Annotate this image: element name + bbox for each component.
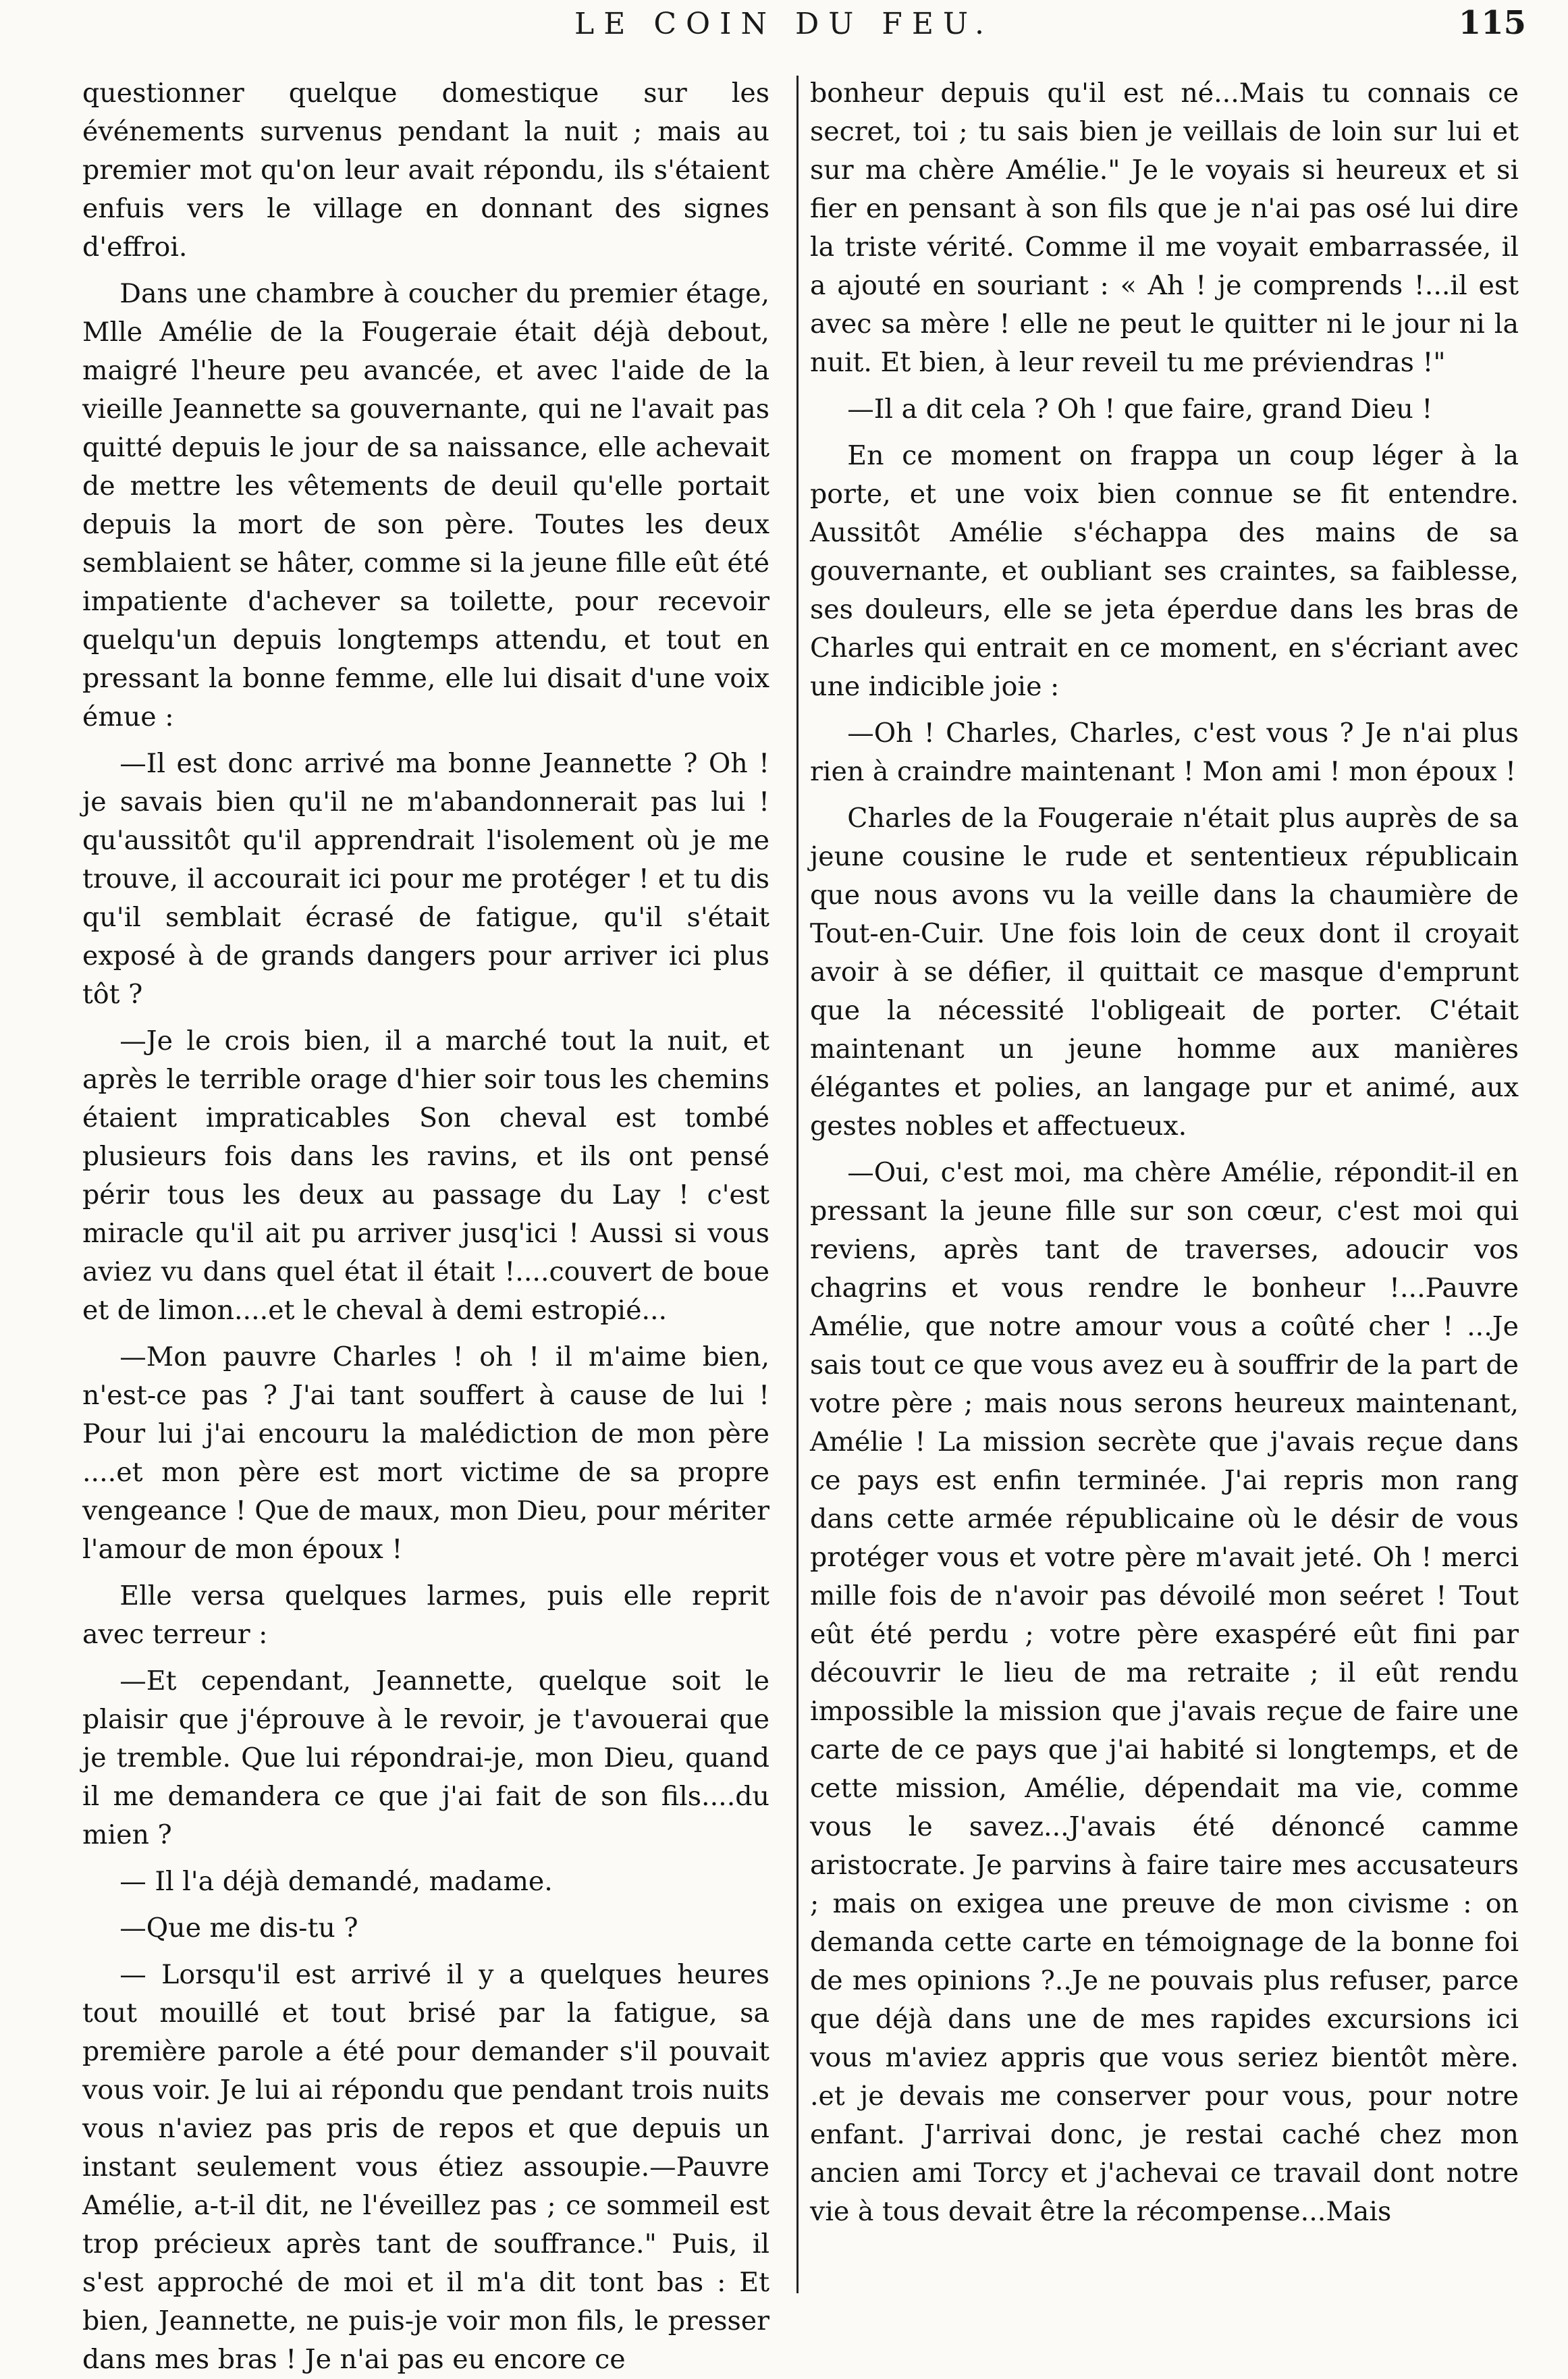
paragraph: —Je le crois bien, il a marché tout la nuit, et après le terrible orage d'hier soir tous les chemins étaient impraticables Son cheval est tombé plusieurs fois dans les ravins, et ils ont pensé périr tous les deux au passage du Lay ! c'est miracle qu'il ait pu arriver jusq'ici ! Aussi si vous aviez vu dans quel état il était !....couvert de boue et de limon....et le cheval à demi estropié...: [82, 1025, 769, 1326]
left-text-column: [82, 74, 769, 2375]
paragraph: — Lorsqu'il est arrivé il y a quelques heures tout mouillé et tout brisé par la fatigue, sa première parole a été pour demander s'il pouvait vous voir. Je lui ai répondu que pendant trois nuits vous n'aviez pas pris de repos et que depuis un instant seulement vous étiez assoupie.—Pauvre Amélie, a-t-il dit, ne l'éveillez pas ; ce sommeil est trop précieux après tant de souffrance." Puis, il s'est approché de moi et il m'a dit tont bas : Et bien, Jeannette, ne puis-je voir mon fils, le presser dans mes bras ! Je n'ai pas eu encore ce: [82, 1959, 769, 2375]
page-header: [0, 4, 1568, 51]
paragraph: Charles de la Fougeraie n'était plus auprès de sa jeune cousine le rude et sententieux républicain que nous avons vu la veille dans la chaumière de Tout-en-Cuir. Une fois loin de ceux dont il croyait avoir à se défier, il quittait ce masque d'emprunt que la nécessité l'obligeait de porter. C'était maintenant un jeune homme aux manières élégantes et polies, an langage pur et animé, aux gestes nobles et affectueux.: [810, 803, 1519, 1142]
paragraph: —Oui, c'est moi, ma chère Amélie, répondit-il en pressant la jeune fille sur son cœur, c'est moi qui reviens, après tant de traverses, adoucir vos chagrins et vous rendre le bonheur !...Pauvre Amélie, que notre amour vous a coûté cher ! ...Je sais tout ce que vous avez eu à souffrir de la part de votre père ; mais nous serons heureux maintenant, Amélie ! La mission secrète que j'avais reçue dans ce pays est enfin terminée. J'ai repris mon rang dans cette armée républicaine où le désir de vous protéger vous et votre père m'avait jeté. Oh ! merci mille fois de n'avoir pas dévoilé mon seéret ! Tout eût été perdu ; votre père exaspéré eût fini par découvrir le lieu de ma retraite ; il eût rendu impossible la mission que j'avais reçue de faire une carte de ce pays que j'ai habité si longtemps, et de cette mission, Amélie, dépendait ma vie, comme vous le savez...J'avais été dénoncé camme aristocrate. Je parvins à faire taire mes accusateurs ; mais on exigea une preuve de mon civisme : on demanda cette carte en témoignage de la bonne foi de mes opinions ?..Je ne pouvais plus refuser, parce que déjà dans une de mes rapides excursions ici vous m'aviez appris que vous seriez bientôt mère. .et je devais me conserver pour vous, pour notre enfant. J'arrivai donc, je restai caché chez mon ancien ami Torcy et j'achevai ce travail dont notre vie à tous devait être la récompense...Mais: [810, 1157, 1519, 2227]
paragraph: bonheur depuis qu'il est né...Mais tu connais ce secret, toi ; tu sais bien je veillais de loin sur lui et sur ma chère Amélie." Je le voyais si heureux et si fier en pensant à son fils que je n'ai pas osé lui dire la triste vérité. Comme il me voyait embarrassée, il a ajouté en souriant : « Ah ! je comprends !...il est avec sa mère ! elle ne peut le quitter ni le jour ni la nuit. Et bien, à leur reveil tu me préviendras !": [810, 78, 1519, 378]
paragraph: —Il a dit cela ? Oh ! que faire, grand Dieu !: [847, 394, 1433, 425]
page-number: 115: [1458, 4, 1526, 42]
paragraph: —Mon pauvre Charles ! oh ! il m'aime bien, n'est-ce pas ? J'ai tant souffert à cause de lui ! Pour lui j'ai encouru la malédiction de mon père ....et mon père est mort victime de sa propre vengeance ! Que de maux, mon Dieu, pour mériter l'amour de mon époux !: [82, 1341, 769, 1565]
right-text-column: [810, 74, 1519, 2302]
paragraph: —Oh ! Charles, Charles, c'est vous ? Je n'ai plus rien à craindre maintenant ! Mon ami ! mon époux !: [810, 718, 1519, 787]
paragraph: questionner quelque domestique sur les événements survenus pendant la nuit ; mais au premier mot qu'on leur avait répondu, ils s'étaient enfuis vers le village en donnant des signes d'effroi.: [82, 78, 769, 263]
column-divider: [796, 76, 799, 2293]
paragraph: — Il l'a déjà demandé, madame.: [119, 1866, 553, 1897]
running-title: LE COIN DU FEU.: [574, 7, 994, 41]
paragraph: En ce moment on frappa un coup léger à la porte, et une voix bien connue se fit entendre. Aussitôt Amélie s'échappa des mains de sa gouvernante, et oubliant ses craintes, sa faiblesse, ses douleurs, elle se jeta éperdue dans les bras de Charles qui entrait en ce moment, en s'écriant avec une indicible joie :: [810, 440, 1519, 702]
paragraph: —Il est donc arrivé ma bonne Jeannette ? Oh ! je savais bien qu'il ne m'abandonnerait pas lui ! qu'aussitôt qu'il apprendrait l'isolement où je me trouve, il accourait ici pour me protéger ! et tu dis qu'il semblait écrasé de fatigue, qu'il s'était exposé à de grands dangers pour arriver ici plus tôt ?: [82, 748, 769, 1010]
paragraph: —Et cependant, Jeannette, quelque soit le plaisir que j'éprouve à le revoir, je t'avouerai que je tremble. Que lui répondrai-je, mon Dieu, quand il me demandera ce que j'ai fait de son fils....du mien ?: [82, 1665, 769, 1850]
paragraph: Elle versa quelques larmes, puis elle reprit avec terreur :: [82, 1580, 769, 1650]
paragraph: —Que me dis-tu ?: [119, 1913, 358, 1944]
paragraph: Dans une chambre à coucher du premier étage, Mlle Amélie de la Fougeraie était déjà debout, maigré l'heure peu avancée, et avec l'aide de la vieille Jeannette sa gouvernante, qui ne l'avait pas quitté depuis le jour de sa naissance, elle achevait de mettre les vêtements de deuil qu'elle portait depuis la mort de son père. Toutes les deux semblaient se hâter, comme si la jeune fille eût été impatiente d'achever sa toilette, pour recevoir quelqu'un depuis longtemps attendu, et tout en pressant la bonne femme, elle lui disait d'une voix émue :: [82, 278, 769, 732]
